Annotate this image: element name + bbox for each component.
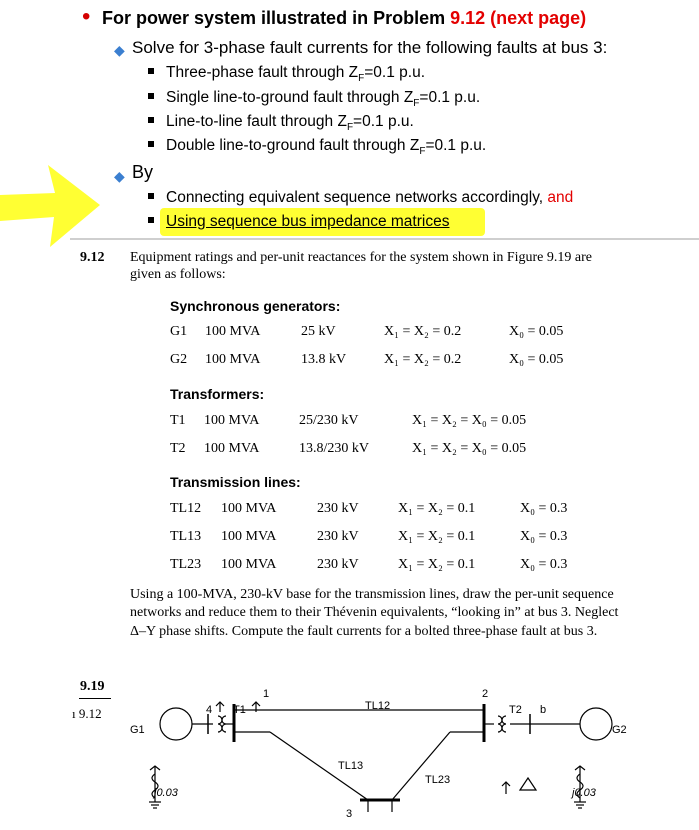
- label-tl12: TL12: [365, 700, 391, 712]
- fault-text: Three-phase fault through Z: [166, 64, 359, 81]
- fault-subscript: F: [346, 122, 354, 134]
- section-title-generators: Synchronous generators:: [170, 298, 341, 314]
- fault-subscript: F: [358, 73, 365, 85]
- reactance-pos: X₁ = X₂ = 0.2: [384, 324, 462, 339]
- figure-reference: [72, 706, 102, 722]
- square-bullet-icon: [148, 93, 154, 99]
- fault-item: [148, 89, 480, 109]
- closing-line-2: networks and reduce them to their Thévenin equivalents, “looking in” at bus 3. Neglect: [130, 605, 619, 620]
- equipment-name: G2: [170, 352, 188, 367]
- problem-number: 9.12: [80, 250, 105, 265]
- label-g2: G2: [612, 724, 627, 736]
- equipment-mva: 100 MVA: [204, 441, 260, 456]
- by-label: By: [132, 162, 154, 182]
- label-bus1: 1: [263, 688, 270, 700]
- method-item: [148, 189, 573, 207]
- reactance-zero: X₀ = 0.05: [509, 324, 564, 339]
- equipment-name: TL12: [170, 501, 202, 516]
- highlight-arrow-icon: [0, 155, 110, 255]
- reactance-zero: X₀ = 0.3: [520, 529, 568, 544]
- fault-text: Line-to-line fault through Z: [166, 113, 347, 130]
- label-tl23: TL23: [425, 774, 451, 786]
- figure-number: 9.19: [80, 679, 105, 694]
- label-bus2: 2: [482, 688, 489, 700]
- method-text: Using sequence bus impedance matrices: [166, 213, 450, 230]
- reactance-pos: X₁ = X₂ = 0.1: [398, 557, 476, 572]
- generator-g1-icon: [160, 708, 192, 740]
- reactance-zero: X₀ = 0.3: [520, 501, 568, 516]
- fault-text: Double line-to-ground fault through Z: [166, 137, 420, 154]
- figure-number-rule: [79, 698, 111, 699]
- reactance-pos: X₁ = X₂ = 0.1: [398, 501, 476, 516]
- reactance: X₁ = X₂ = X₀ = 0.05: [412, 441, 527, 456]
- fault-subscript: F: [413, 98, 420, 110]
- label-bus4: 4: [206, 704, 213, 716]
- label-tl13: TL13: [338, 760, 364, 772]
- equipment-name: T2: [170, 441, 186, 456]
- square-bullet-icon: [148, 68, 154, 74]
- equipment-kv: 13.8 kV: [301, 352, 347, 367]
- section-title-lines: Transmission lines:: [170, 474, 301, 490]
- fault-text: Single line-to-ground fault through Z: [166, 89, 414, 106]
- title-reference: 9.12 (next page): [450, 8, 587, 28]
- fault-item: [148, 113, 414, 133]
- label-g1: G1: [130, 724, 145, 736]
- reactance-zero: X₀ = 0.3: [520, 557, 568, 572]
- fault-item: [148, 64, 425, 84]
- reactance-zero: X₀ = 0.05: [509, 352, 564, 367]
- equipment-mva: 100 MVA: [205, 352, 261, 367]
- problem-intro-2: given as follows:: [130, 267, 226, 282]
- method-and: and: [547, 189, 574, 206]
- equipment-name: TL13: [170, 529, 202, 544]
- closing-line-3: Δ–Y phase shifts. Compute the fault currents for a bolted three-phase fault at bus 3.: [130, 624, 598, 639]
- diamond-bullet-icon: ◆: [114, 168, 125, 184]
- figure-reference-number: 9.12: [78, 706, 102, 721]
- equipment-kv: 230 kV: [317, 529, 359, 544]
- equipment-kv: 230 kV: [317, 501, 359, 516]
- equipment-mva: 100 MVA: [221, 557, 277, 572]
- equipment-kv: 25 kV: [301, 324, 336, 339]
- fault-value: =0.1 p.u.: [364, 64, 426, 81]
- equipment-mva: 100 MVA: [221, 529, 277, 544]
- label-bus3: 3: [346, 808, 353, 820]
- fault-subscript: F: [419, 146, 426, 158]
- solve-text: Solve for 3-phase fault currents for the following faults at bus 3:: [132, 38, 608, 57]
- transformer-t1-icon: [218, 716, 222, 732]
- generator-g2-icon: [580, 708, 612, 740]
- equipment-mva: 100 MVA: [205, 324, 261, 339]
- equipment-kv: 25/230 kV: [299, 413, 359, 428]
- excerpt-border: [70, 238, 699, 240]
- slide-title: [102, 8, 586, 29]
- closing-line-1: Using a 100-MVA, 230-kV base for the transmission lines, draw the per-unit sequence: [130, 587, 614, 602]
- fault-value: =0.1 p.u.: [425, 137, 487, 154]
- square-bullet-icon: [148, 193, 154, 199]
- fault-value: =0.1 p.u.: [419, 89, 481, 106]
- label-t1: T1: [233, 704, 246, 716]
- section-title-transformers: Transformers:: [170, 386, 265, 402]
- square-bullet-icon: [148, 117, 154, 123]
- reactance: X₁ = X₂ = X₀ = 0.05: [412, 413, 527, 428]
- fault-item: [148, 137, 486, 157]
- title-prefix: For power system illustrated in Problem: [102, 8, 451, 28]
- title-bullet: •: [82, 3, 91, 30]
- equipment-kv: 13.8/230 kV: [299, 441, 369, 456]
- equipment-mva: 100 MVA: [221, 501, 277, 516]
- figure-reference-mark: ı: [72, 706, 79, 721]
- reactance-pos: X₁ = X₂ = 0.1: [398, 529, 476, 544]
- method-item: [148, 213, 449, 231]
- problem-intro-1: Equipment ratings and per-unit reactances for the system shown in Figure 9.19 are: [130, 250, 592, 265]
- transformer-t2-icon: [498, 716, 502, 732]
- diamond-bullet-icon: ◆: [114, 42, 125, 58]
- label-busb: b: [540, 704, 547, 716]
- equipment-name: G1: [170, 324, 188, 339]
- method-text: Connecting equivalent sequence networks accordingly,: [166, 189, 548, 206]
- square-bullet-icon: [148, 141, 154, 147]
- label-z-g1: j0.03: [154, 787, 178, 799]
- label-z-g2: j0.03: [572, 787, 596, 799]
- equipment-mva: 100 MVA: [204, 413, 260, 428]
- square-bullet-icon: [148, 217, 154, 223]
- equipment-name: TL23: [170, 557, 202, 572]
- equipment-name: T1: [170, 413, 186, 428]
- label-t2: T2: [509, 704, 522, 716]
- equipment-kv: 230 kV: [317, 557, 359, 572]
- fault-value: =0.1 p.u.: [353, 113, 414, 130]
- delta-icon: [520, 778, 536, 790]
- reactance-pos: X₁ = X₂ = 0.2: [384, 352, 462, 367]
